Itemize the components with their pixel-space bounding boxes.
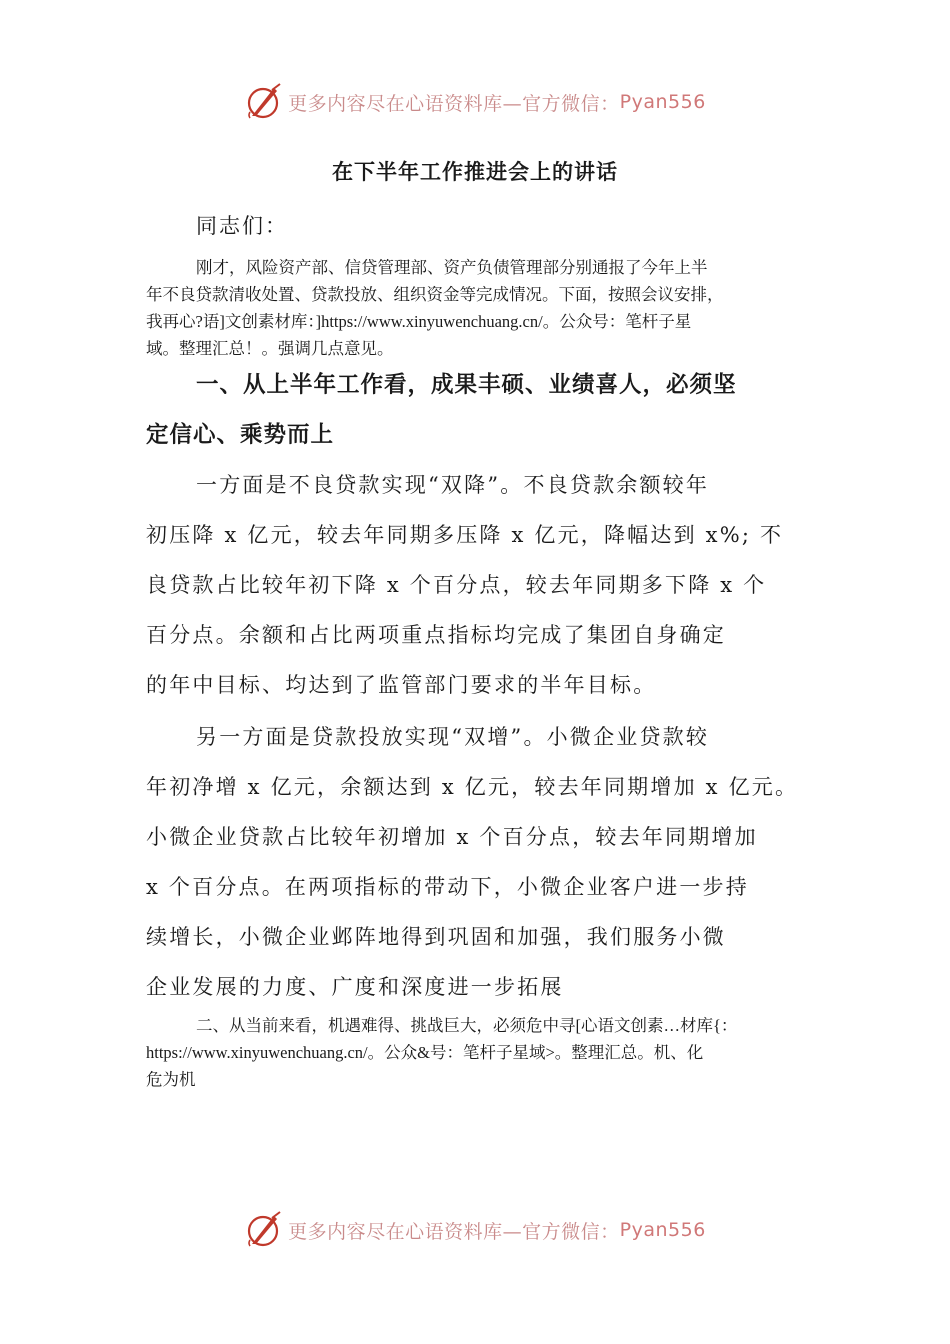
heading-line: 一、从上半年工作看，成果丰硕、业绩喜人，必须坚	[196, 372, 737, 398]
intro-line: 年不良贷款清收处置、贷款投放、组织资金等完成情况。下面，按照会议安排，	[146, 285, 724, 304]
document-title: 在下半年工作推进会上的讲话	[332, 160, 618, 184]
salutation: 同志们：	[196, 214, 288, 238]
paragraph-npl-double-decline	[146, 460, 826, 710]
quill-pen-logo-icon	[244, 82, 284, 122]
watermark-wechat-id: Pyan556	[619, 1219, 706, 1241]
intro-line: 域。整理汇总！。强调几点意见。	[146, 339, 394, 358]
paragraph-line: 百分点。余额和占比两项重点指标均完成了集团自身确定	[146, 623, 726, 647]
paragraph-line: x 个百分点。在两项指标的带动下，小微企业客户进一步持	[146, 875, 749, 899]
intro-line: 刚才，风险资产部、信贷管理部、资产负债管理部分别通报了今年上半	[196, 258, 708, 277]
paragraph-line: 企业发展的力度、广度和深度进一步拓展	[146, 975, 564, 999]
paragraph-line: 年初净增 x 亿元，余额达到 x 亿元，较去年同期增加 x 亿元。	[146, 775, 799, 799]
watermark-text: 更多内容尽在心语资料库—官方微信：	[288, 1220, 620, 1243]
section-1-heading	[146, 360, 806, 460]
paragraph-line: 一方面是不良贷款实现“双降”。不良贷款余额较年	[196, 473, 710, 497]
watermark-wechat-id: Pyan556	[619, 91, 706, 113]
section-2-line: 二、从当前来看，机遇难得、挑战巨大，必须危中寻[心语文创素…材库{：	[196, 1016, 738, 1035]
section-2-line: 危为机	[146, 1070, 196, 1089]
intro-paragraph	[146, 254, 816, 362]
intro-line: 我再心?语]文创素材库：]https://www.xinyuwenchuang.cn/。公众号：笔杆子星	[146, 312, 692, 331]
heading-line: 定信心、乘势而上	[146, 422, 335, 448]
paragraph-line: 初压降 x 亿元，较去年同期多压降 x 亿元，降幅达到 x%; 不	[146, 523, 784, 547]
section-2-paragraph	[146, 1012, 816, 1093]
paragraph-line: 另一方面是贷款投放实现“双增”。小微企业贷款较	[196, 725, 710, 749]
header-watermark-banner	[0, 80, 950, 124]
section-2-line: https://www.xinyuwenchuang.cn/。公众&号：笔杆子星域>。整理汇总。机、化	[146, 1043, 704, 1062]
paragraph-line: 良贷款占比较年初下降 x 个百分点，较去年同期多下降 x 个	[146, 573, 767, 597]
footer-watermark-banner	[0, 1208, 950, 1252]
paragraph-loan-double-increase	[146, 712, 826, 1012]
paragraph-line: 续增长，小微企业邺阵地得到巩固和加强，我们服务小微	[146, 925, 726, 949]
paragraph-line: 小微企业贷款占比较年初增加 x 个百分点，较去年同期增加	[146, 825, 758, 849]
quill-pen-logo-icon	[244, 1210, 284, 1250]
watermark-text: 更多内容尽在心语资料库—官方微信：	[288, 92, 620, 115]
paragraph-line: 的年中目标、均达到了监管部门要求的半年目标。	[146, 673, 657, 697]
